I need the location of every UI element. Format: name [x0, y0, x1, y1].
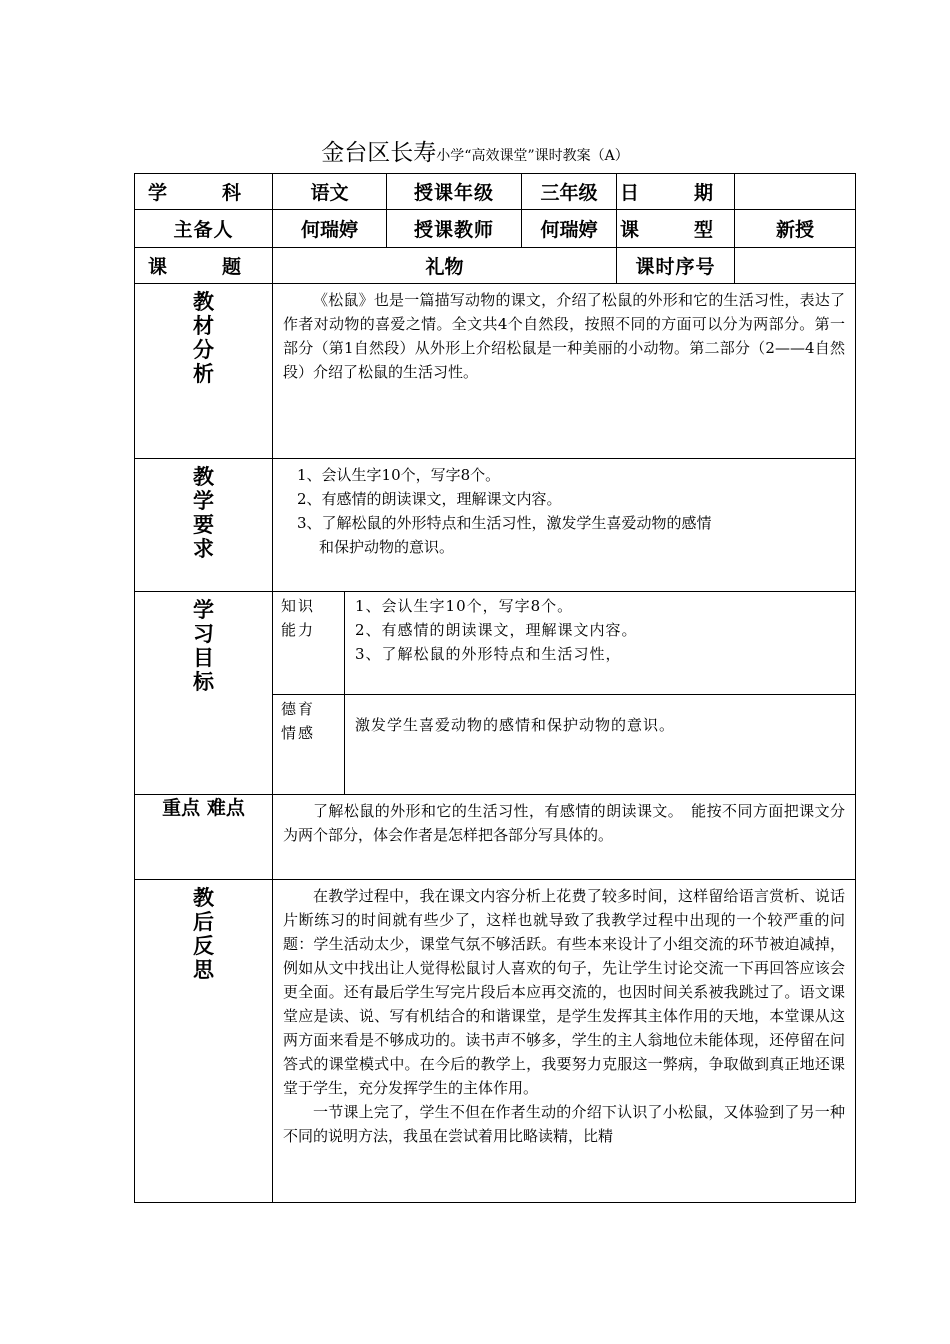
requirement-item: 3、了解松鼠的外形特点和生活习性，激发学生喜爱动物的感情	[297, 514, 712, 532]
topic-value: 礼物	[273, 248, 617, 284]
topic-label: 课 题	[135, 248, 273, 284]
knowledge-label: 知识 能力	[273, 592, 345, 695]
key-points-text: 了解松鼠的外形和它的生活习性，有感情的朗读课文。 能按不同方面把课文分为两个部分，体会作者是怎样把各部分写具体的。	[273, 795, 856, 880]
teacher-value: 何瑞婷	[522, 210, 617, 248]
teacher-label: 授课教师	[387, 210, 522, 248]
objectives-label: 学 习 目 标	[135, 592, 273, 795]
knowledge-item: 2、有感情的朗读课文，理解课文内容。	[355, 621, 638, 639]
row-analysis	[135, 284, 856, 459]
subject-label: 学 科	[135, 174, 273, 210]
moral-text: 激发学生喜爱动物的感情和保护动物的意识。	[345, 695, 856, 795]
analysis-label: 教 材 分 析	[135, 284, 273, 459]
key-points-label: 重点 难点	[135, 795, 273, 880]
knowledge-items	[345, 592, 856, 695]
analysis-text: 《松鼠》也是一篇描写动物的课文，介绍了松鼠的外形和它的生活习性，表达了作者对动物的喜爱之情。全文共4个自然段，按照不同的方面可以分为两部分。第一部分（第1自然段）从外形上介绍松鼠是一种美丽的小动物。第二部分（2——4自然段）介绍了松鼠的生活习性。	[273, 284, 856, 459]
row-reflection	[135, 880, 856, 1203]
requirements-text	[273, 459, 856, 592]
requirement-item: 1、会认生字10个，写字8个。	[297, 466, 501, 484]
title-sub: 小学“高效课堂”课时教案（A）	[436, 148, 629, 164]
row-preparer	[135, 210, 856, 248]
period-value	[735, 248, 856, 284]
period-label: 课时序号	[617, 248, 735, 284]
document-title	[0, 134, 950, 167]
moral-label: 德育 情感	[273, 695, 345, 795]
title-main: 金台区长寿	[321, 140, 437, 166]
row-topic	[135, 248, 856, 284]
preparer-label: 主备人	[135, 210, 273, 248]
grade-label: 授课年级	[387, 174, 522, 210]
grade-value: 三年级	[522, 174, 617, 210]
knowledge-item: 3、了解松鼠的外形特点和生活习性，	[355, 645, 622, 663]
requirement-item: 和保护动物的意识。	[319, 538, 455, 556]
row-key-points	[135, 795, 856, 880]
row-subject	[135, 174, 856, 210]
row-requirements	[135, 459, 856, 592]
date-value	[735, 174, 856, 210]
reflection-label: 教 后 反 思	[135, 880, 273, 1203]
reflection-paragraph: 一节课上完了，学生不但在作者生动的介绍下认识了小松鼠，又体验到了另一种不同的说明方法，我虽在尝试着用比略读精，比精	[283, 1103, 846, 1145]
knowledge-item: 1、会认生字10个，写字8个。	[355, 597, 574, 615]
subject-value: 语文	[273, 174, 387, 210]
requirement-item: 2、有感情的朗读课文，理解课文内容。	[297, 490, 562, 508]
row-objectives-knowledge	[135, 592, 856, 695]
date-label: 日 期	[617, 174, 735, 210]
lesson-plan-table	[134, 173, 856, 1203]
requirements-label: 教 学 要 求	[135, 459, 273, 592]
reflection-text	[273, 880, 856, 1203]
reflection-paragraph: 在教学过程中，我在课文内容分析上花费了较多时间，这样留给语言赏析、说话片断练习的时间就有些少了，这样也就导致了我教学过程中出现的一个较严重的问题：学生活动太少，课堂气氛不够活跃。有些本来设计了小组交流的环节被迫减掉，例如从文中找出让人觉得松鼠讨人喜欢的句子，先让学生讨论交流一下再回答应该会更全面。还有最后学生写完片段后本应再交流的，也因时间关系被我跳过了。语文课堂应是读、说、写有机结合的和谐课堂，是学生发挥其主体作用的天地，本堂课从这两方面来看是不够成功的。读书声不够多，学生的主人翁地位未能体现，还停留在问答式的课堂模式中。在今后的教学上，我要努力克服这一弊病，争取做到真正地还课堂于学生，充分发挥学生的主体作用。	[283, 887, 846, 1097]
preparer-value: 何瑞婷	[273, 210, 387, 248]
type-label: 课 型	[617, 210, 735, 248]
type-value: 新授	[735, 210, 856, 248]
